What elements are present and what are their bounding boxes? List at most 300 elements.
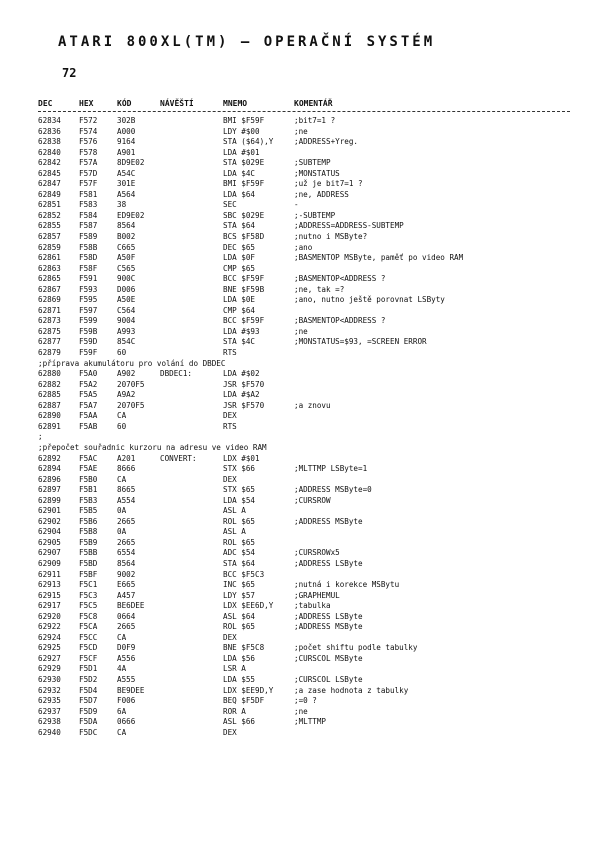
opcode-bytes: A50F [117, 253, 136, 263]
code-line [0, 538, 600, 549]
mnemonic: LDX #$01 [223, 453, 260, 463]
code-line [0, 485, 600, 496]
hex-address: F5B6 [79, 516, 98, 526]
comment: ;ne, ADDRESS [294, 189, 349, 199]
code-line [0, 591, 600, 602]
code-line [0, 148, 600, 159]
dec-address: 62924 [38, 632, 61, 642]
code-line [0, 496, 600, 507]
hex-address: F59F [79, 348, 98, 358]
line-comment: ; [38, 432, 43, 442]
dec-address: 62885 [38, 390, 61, 400]
code-line [0, 137, 600, 148]
hex-address: F5D9 [79, 706, 98, 716]
mnemonic: BNE $F5C8 [223, 643, 265, 653]
dec-address: 62922 [38, 622, 61, 632]
mnemonic: STX $66 [223, 464, 256, 474]
code-line [0, 316, 600, 327]
hex-address: F5AB [79, 421, 98, 431]
opcode-bytes: 2665 [117, 622, 136, 632]
dec-address: 62920 [38, 611, 61, 621]
comment: ;a znovu [294, 400, 331, 410]
column-header-label: NÁVĚŠTÍ [160, 99, 194, 108]
opcode-bytes: BE9DEE [117, 685, 145, 695]
code-line [0, 169, 600, 180]
comment: ;CURSCOL MSByte [294, 653, 363, 663]
hex-address: F5C8 [79, 611, 98, 621]
dec-address: 62836 [38, 126, 61, 136]
opcode-bytes: A901 [117, 147, 136, 157]
opcode-bytes: A50E [117, 295, 136, 305]
hex-address: F58F [79, 263, 98, 273]
hex-address: F591 [79, 274, 98, 284]
opcode-bytes: 854C [117, 337, 136, 347]
code-line [0, 675, 600, 686]
dec-address: 62867 [38, 284, 61, 294]
comment: ;ne, tak =? [294, 284, 345, 294]
comment: ;ADDRESS LSByte [294, 558, 363, 568]
hex-address: F5AC [79, 453, 98, 463]
mnemonic: ASL A [223, 506, 246, 516]
hex-address: F58B [79, 242, 98, 252]
code-line [0, 390, 600, 401]
opcode-bytes: A000 [117, 126, 136, 136]
code-line [0, 285, 600, 296]
mnemonic: DEX [223, 727, 237, 737]
hex-address: F5BF [79, 569, 98, 579]
mnemonic: JSR $F570 [223, 379, 265, 389]
hex-address: F5B3 [79, 495, 98, 505]
comment: ;CURSROWx5 [294, 548, 340, 558]
hex-address: F572 [79, 116, 98, 125]
code-line [0, 158, 600, 169]
hex-address: F5B1 [79, 485, 98, 495]
hex-address: F5CA [79, 622, 98, 632]
hex-address: F5A2 [79, 379, 98, 389]
comment: ;ADDRESS=ADDRESS-SUBTEMP [294, 221, 404, 231]
mnemonic: LDA $54 [223, 495, 256, 505]
mnemonic: LDY #$00 [223, 126, 260, 136]
code-line [0, 253, 600, 264]
code-line [0, 337, 600, 348]
opcode-bytes: A993 [117, 326, 136, 336]
opcode-bytes: C564 [117, 305, 136, 315]
opcode-bytes: 2665 [117, 516, 136, 526]
mnemonic: LDY $57 [223, 590, 256, 600]
mnemonic: LDA $55 [223, 674, 256, 684]
opcode-bytes: C565 [117, 263, 136, 273]
hex-address: F57F [79, 179, 98, 189]
code-line [0, 243, 600, 254]
code-line [0, 369, 600, 380]
opcode-bytes: 8665 [117, 485, 136, 495]
mnemonic: STA $029E [223, 158, 265, 168]
comment: ;BASMENTOP<ADDRESS ? [294, 274, 386, 284]
code-line [0, 211, 600, 222]
hex-address: F584 [79, 210, 98, 220]
opcode-bytes: 9002 [117, 569, 136, 579]
code-line [0, 454, 600, 465]
opcode-bytes: 301E [117, 179, 136, 189]
comment: ;MONSTATUS=$93, =SCREEN ERROR [294, 337, 427, 347]
mnemonic: ASL $64 [223, 611, 256, 621]
mnemonic: RTS [223, 348, 237, 358]
dec-address: 62896 [38, 474, 61, 484]
mnemonic: JSR $F570 [223, 400, 265, 410]
hex-address: F5D2 [79, 674, 98, 684]
mnemonic: STA $64 [223, 221, 256, 231]
mnemonic: STA $4C [223, 337, 256, 347]
dec-address: 62863 [38, 263, 61, 273]
mnemonic: DEC $65 [223, 242, 256, 252]
mnemonic: LDA #$02 [223, 369, 260, 379]
dec-address: 62861 [38, 253, 61, 263]
opcode-bytes: A9A2 [117, 390, 136, 400]
hex-address: F597 [79, 305, 98, 315]
hex-address: F5B8 [79, 527, 98, 537]
opcode-bytes: A554 [117, 495, 136, 505]
mnemonic: LSR A [223, 664, 246, 674]
dec-address: 62869 [38, 295, 61, 305]
dec-address: 62894 [38, 464, 61, 474]
opcode-bytes: 2070F5 [117, 379, 145, 389]
dec-address: 62940 [38, 727, 61, 737]
comment: ;CURSCOL LSByte [294, 674, 363, 684]
hex-address: F5A7 [79, 400, 98, 410]
dec-address: 62901 [38, 506, 61, 516]
dec-address: 62871 [38, 305, 61, 315]
code-listing [0, 116, 600, 738]
dec-address: 62882 [38, 379, 61, 389]
comment: - [294, 200, 299, 210]
mnemonic: ASL A [223, 527, 246, 537]
line-comment: ;příprava akumulátoru pro volání do DBDEC [38, 358, 226, 368]
mnemonic: LDA $56 [223, 653, 256, 663]
mnemonic: LDX $EE6D,Y [223, 601, 274, 611]
opcode-bytes: A201 [117, 453, 136, 463]
comment: ;ADDRESS+Yreg. [294, 137, 359, 147]
column-header-comment: KOMENTÁŘ [294, 99, 333, 108]
hex-address: F5DC [79, 727, 98, 737]
dec-address: 62842 [38, 158, 61, 168]
opcode-bytes: 6A [117, 706, 127, 716]
hex-address: F5D7 [79, 696, 98, 706]
mnemonic: BNE $F59B [223, 284, 265, 294]
opcode-bytes: D006 [117, 284, 136, 294]
dec-address: 62897 [38, 485, 61, 495]
dec-address: 62880 [38, 369, 61, 379]
code-line [0, 612, 600, 623]
mnemonic: LDA $0E [223, 295, 256, 305]
mnemonic: ASL $66 [223, 717, 256, 727]
mnemonic: SBC $029E [223, 210, 265, 220]
dec-address: 62929 [38, 664, 61, 674]
code-line [0, 327, 600, 338]
line-comment: ;přepočet souřadnic kurzoru na adresu ve video RAM [38, 442, 267, 452]
code-line [0, 506, 600, 517]
dec-address: 62915 [38, 590, 61, 600]
mnemonic: BCS $F58D [223, 232, 265, 242]
mnemonic: CMP $64 [223, 305, 256, 315]
mnemonic: RTS [223, 421, 237, 431]
hex-address: F574 [79, 126, 98, 136]
mnemonic: DEX [223, 474, 237, 484]
code-line [0, 475, 600, 486]
code-line [0, 654, 600, 665]
dec-address: 62852 [38, 210, 61, 220]
hex-address: F578 [79, 147, 98, 157]
code-line [0, 411, 600, 422]
dec-address: 62899 [38, 495, 61, 505]
hex-address: F5C3 [79, 590, 98, 600]
mnemonic: LDA #$93 [223, 326, 260, 336]
opcode-bytes: 0664 [117, 611, 136, 621]
hex-address: F5AE [79, 464, 98, 474]
dec-address: 62907 [38, 548, 61, 558]
dec-address: 62925 [38, 643, 61, 653]
opcode-bytes: 302B [117, 116, 136, 125]
hex-address: F587 [79, 221, 98, 231]
hex-address: F599 [79, 316, 98, 326]
column-header-hex: HEX [79, 99, 94, 108]
dec-address: 62917 [38, 601, 61, 611]
opcode-bytes: 6554 [117, 548, 136, 558]
code-line [0, 127, 600, 138]
opcode-bytes: 2665 [117, 537, 136, 547]
opcode-bytes: A457 [117, 590, 136, 600]
mnemonic: INC $65 [223, 580, 256, 590]
hex-address: F5D1 [79, 664, 98, 674]
mnemonic: BMI $F59F [223, 116, 265, 125]
mnemonic: STX $65 [223, 485, 256, 495]
opcode-bytes: 4A [117, 664, 127, 674]
hex-address: F581 [79, 189, 98, 199]
mnemonic: LDA #$01 [223, 147, 260, 157]
hex-address: F5B5 [79, 506, 98, 516]
opcode-bytes: 9004 [117, 316, 136, 326]
page-number: 72 [62, 66, 77, 80]
opcode-bytes: 9164 [117, 137, 136, 147]
code-line [0, 380, 600, 391]
opcode-bytes: 38 [117, 200, 127, 210]
dec-address: 62932 [38, 685, 61, 695]
code-line [0, 464, 600, 475]
opcode-bytes: 0A [117, 506, 127, 516]
dec-address: 62865 [38, 274, 61, 284]
opcode-bytes: A902 [117, 369, 136, 379]
dec-address: 62838 [38, 137, 61, 147]
code-line [0, 422, 600, 433]
code-line [0, 728, 600, 739]
opcode-bytes: 0A [117, 527, 127, 537]
comment: ;SUBTEMP [294, 158, 331, 168]
opcode-bytes: CA [117, 474, 127, 484]
label: DBDEC1: [160, 369, 193, 379]
comment: ;GRAPHEMUL [294, 590, 340, 600]
code-line [0, 580, 600, 591]
hex-address: F58D [79, 253, 98, 263]
column-header-mnemo: MNEMO [223, 99, 248, 108]
dec-address: 62913 [38, 580, 61, 590]
hex-address: F5D4 [79, 685, 98, 695]
dec-address: 62911 [38, 569, 61, 579]
comment: ;nutná i korekce MSBytu [294, 580, 400, 590]
hex-address: F5A0 [79, 369, 98, 379]
code-line [0, 348, 600, 359]
hex-address: F5B0 [79, 474, 98, 484]
hex-address: F5CD [79, 643, 98, 653]
comment: ;MLTTMP LSByte=1 [294, 464, 368, 474]
code-line [0, 179, 600, 190]
hex-address: F5DA [79, 717, 98, 727]
code-line [0, 221, 600, 232]
opcode-bytes: 8D9E02 [117, 158, 145, 168]
code-line [0, 664, 600, 675]
dec-address: 62904 [38, 527, 61, 537]
code-line [0, 517, 600, 528]
opcode-bytes: 2070F5 [117, 400, 145, 410]
dec-address: 62879 [38, 348, 61, 358]
mnemonic: BCC $F59F [223, 274, 265, 284]
mnemonic: STA $64 [223, 558, 256, 568]
hex-address: F59D [79, 337, 98, 347]
hex-address: F589 [79, 232, 98, 242]
opcode-bytes: E665 [117, 580, 136, 590]
comment: ;MLTTMP [294, 717, 327, 727]
opcode-bytes: 8564 [117, 558, 136, 568]
code-line [0, 116, 600, 127]
dec-address: 62847 [38, 179, 61, 189]
code-line [0, 295, 600, 306]
code-line [0, 717, 600, 728]
comment: ;počet shiftu podle tabulky [294, 643, 418, 653]
hex-address: F5C5 [79, 601, 98, 611]
comment: ;ne [294, 706, 308, 716]
dec-address: 62890 [38, 411, 61, 421]
comment: ;BASMENTOP<ADDRESS ? [294, 316, 386, 326]
opcode-bytes: C665 [117, 242, 136, 252]
column-header-dec: DEC [38, 99, 53, 108]
opcode-bytes: CA [117, 727, 127, 737]
opcode-bytes: 8564 [117, 221, 136, 231]
opcode-bytes: 8666 [117, 464, 136, 474]
comment: ;ne [294, 326, 308, 336]
mnemonic: STA ($64),Y [223, 137, 274, 147]
mnemonic: SEC [223, 200, 237, 210]
dec-address: 62935 [38, 696, 61, 706]
hex-address: F593 [79, 284, 98, 294]
dec-address: 62875 [38, 326, 61, 336]
hex-address: F5CF [79, 653, 98, 663]
mnemonic: BEQ $F5DF [223, 696, 265, 706]
opcode-bytes: ED9E02 [117, 210, 145, 220]
code-line [0, 200, 600, 211]
dec-address: 62851 [38, 200, 61, 210]
code-line [0, 559, 600, 570]
opcode-bytes: 0666 [117, 717, 136, 727]
opcode-bytes: A555 [117, 674, 136, 684]
label: CONVERT: [160, 453, 197, 463]
comment: ;-SUBTEMP [294, 210, 336, 220]
code-line [0, 643, 600, 654]
mnemonic: LDX $EE9D,Y [223, 685, 274, 695]
opcode-bytes: BE6DEE [117, 601, 145, 611]
mnemonic: DEX [223, 411, 237, 421]
comment: ;ne [294, 126, 308, 136]
hex-address: F5CC [79, 632, 98, 642]
code-line [0, 401, 600, 412]
hex-address: F595 [79, 295, 98, 305]
opcode-bytes: A556 [117, 653, 136, 663]
mnemonic: CMP $65 [223, 263, 256, 273]
mnemonic: BMI $F59F [223, 179, 265, 189]
comment: ;tabulka [294, 601, 331, 611]
hex-address: F5B9 [79, 537, 98, 547]
mnemonic: ROL $65 [223, 622, 256, 632]
comment: ;bit7=1 ? [294, 116, 336, 125]
mnemonic: ROL $65 [223, 516, 256, 526]
dec-address: 62859 [38, 242, 61, 252]
dec-address: 62845 [38, 168, 61, 178]
dec-address: 62849 [38, 189, 61, 199]
dec-address: 62930 [38, 674, 61, 684]
opcode-bytes: A54C [117, 168, 136, 178]
opcode-bytes: A564 [117, 189, 136, 199]
opcode-bytes: D0F9 [117, 643, 136, 653]
dec-address: 62937 [38, 706, 61, 716]
hex-address: F5C1 [79, 580, 98, 590]
code-line [0, 622, 600, 633]
code-line [0, 707, 600, 718]
code-line [0, 633, 600, 644]
mnemonic: DEX [223, 632, 237, 642]
dec-address: 62938 [38, 717, 61, 727]
opcode-bytes: B002 [117, 232, 136, 242]
mnemonic: ROL $65 [223, 537, 256, 547]
header-divider [38, 111, 570, 112]
mnemonic: LDA $4C [223, 168, 256, 178]
dec-address: 62927 [38, 653, 61, 663]
mnemonic: BCC $F59F [223, 316, 265, 326]
opcode-bytes: 60 [117, 421, 127, 431]
code-line [0, 696, 600, 707]
hex-address: F583 [79, 200, 98, 210]
dec-address: 62892 [38, 453, 61, 463]
hex-address: F57A [79, 158, 98, 168]
comment: ;ADDRESS MSByte [294, 516, 363, 526]
mnemonic: LDA $64 [223, 189, 256, 199]
comment: ;a zase hodnota z tabulky [294, 685, 409, 695]
dec-address: 62855 [38, 221, 61, 231]
code-line [0, 601, 600, 612]
code-line [0, 232, 600, 243]
mnemonic: LDA $0F [223, 253, 256, 263]
dec-address: 62902 [38, 516, 61, 526]
comment: ;MONSTATUS [294, 168, 340, 178]
opcode-bytes: 60 [117, 348, 127, 358]
column-header-kod: KÓD [117, 99, 132, 108]
hex-address: F59B [79, 326, 98, 336]
comment: ;ADDRESS MSByte=0 [294, 485, 372, 495]
code-line [0, 548, 600, 559]
comment: ;nutno i MSByte? [294, 232, 368, 242]
dec-address: 62891 [38, 421, 61, 431]
comment: ;ADDRESS LSByte [294, 611, 363, 621]
opcode-bytes: F006 [117, 696, 136, 706]
dec-address: 62887 [38, 400, 61, 410]
comment: ;BASMENTOP MSByte, paměť po video RAM [294, 253, 464, 263]
dec-address: 62873 [38, 316, 61, 326]
